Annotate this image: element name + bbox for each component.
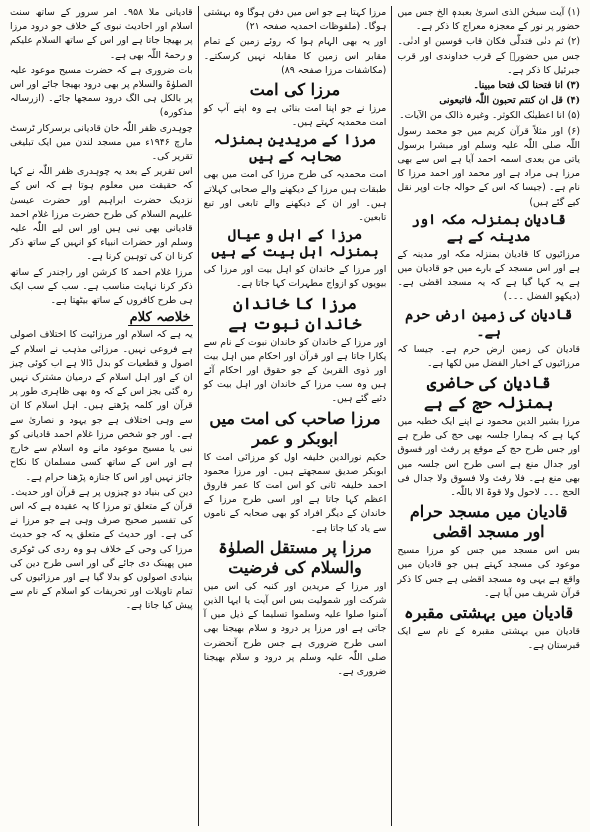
section-heading: خلاصہ کلام	[129, 310, 191, 326]
paragraph: مرزا نے جو اپنا امت بنائی ہے وہ اپنے آپ کو امت محمدیہ کہتے ہیں۔	[203, 103, 387, 129]
column-right	[392, 6, 585, 826]
section-heading: قادیان بمنزلہ مکہ اور مدینہ کے ہے	[411, 211, 566, 245]
quran-verse: (۴) قل ان کنتم تحبون اللّٰہ فاتبعونی	[439, 95, 580, 107]
paragraph: امت محمدیہ کی طرح مرزا کی امت میں بھی طبقات ہیں مرزا کے دیکھنے والے صحابی کہلاتے ہیں۔ اور ان کے دیکھنے والے تابعی اور تبع تابعین۔	[203, 169, 387, 224]
paragraph: قادیان کی زمین ارض حرم ہے۔ جیسا کہ مرزائیوں کے اخبار الفضل میں لکھا ہے۔	[397, 343, 580, 369]
paragraph: مرزا غلام احمد کا کرشن اور راجندر کے ساتھ ذکر کرنا نہایت مناسب ہے۔ سب کے سب ایک ہی طرح کافروں کے ساتھ بیٹھتا ہے۔	[9, 266, 193, 307]
paragraph: اس تقریر کے بعد یہ چوہدری ظفر اللّٰہ نے کہا کہ حقیقت میں معلوم ہوتا ہے کہ اس کے نزدیک حضرت ابراہیم اور حضرت عیسیٰ علیہم السلام کی طرح حضرت مرزا غلام احمد قادیانی بھی نبی ہیں اور اس لیے اللّٰہ علیہ وسلم اور حضرات انبیاء کو انہیں کے ساتھ ذکر کرنا ان کی توہین کرنا ہے۔	[9, 166, 193, 263]
quran-verse: (۳) انا فتحنا لک فتحا مبینا۔	[473, 80, 580, 92]
paragraph: قادیانی ملا ۹۵۸۔ امر سرور کے ساتھ سنت اسلام اور احادیث نبوی کے خلاف جو درود مرزا پر بھیجا جاتا ہے اور اس کے ساتھ السلام علیکم و رحمۃ اللّٰہ بھی ہے۔	[9, 7, 193, 61]
section-heading: مرزا صاحب کی امت میں ابوبکر و عمر	[209, 408, 381, 448]
paragraph: (۱) آیت سبحٰن الذی اسریٰ بعبدہٖ الخ جس میں حضور پر نور کے معجزہ معراج کا ذکر ہے۔	[397, 7, 580, 33]
section-heading: مرزا پر مستقل الصلوٰۃ والسلام کی فرضیت	[218, 537, 372, 577]
paragraph: (۵) انا اعطینٰک الکوثر۔ وغیرہ ذالک من الآیات۔	[399, 110, 580, 122]
paragraph: بس اس مسجد میں جس کو مرزا مسیح موعود کی مسجد کہتے ہیں جو قادیان میں واقع ہے یہی وہ مسجد اقصٰی ہے جس کا ذکر قرآن شریف میں آیا ہے۔	[397, 545, 580, 599]
paragraph: اور یہ بھی الہام ہوا کہ روئے زمین کے تمام مقابر اس زمین کا مقابلہ نہیں کرسکتے۔ (مکاشفات مرزا صفحہ ۸۹)	[203, 36, 387, 76]
paragraph: قادیان میں بہشتی مقبرہ کے نام سے ایک قبرستان ہے۔	[397, 626, 580, 652]
paragraph: مرزائیوں کا قادیان بمنزلہ مکہ اور مدینہ کے ہے اور اس مسجد کے بارے میں جو قادیان میں ہے یہ کہا گیا ہے کہ یہ مسجد اقصٰی ہے۔ (دیکھو الفضل ۔۔۔)	[397, 248, 580, 303]
section-heading: قادیان کی زمین ارض حرم ہے۔	[405, 306, 573, 340]
section-heading: قادیان کی حاضری بمنزلہ حج کے ہے	[424, 373, 554, 413]
section-heading: مرزا کے اہل و عیال بمنزلہ اہل بیت کے ہیں	[211, 227, 379, 261]
paragraph: اور مرزا کے خاندان کو خاندان نبوت کے نام سے پکارا جاتا ہے اور قرآن اور احکام میں اہل بیت اور ذوی القربیٰ کے جو حقوق اور احکام آئے ہیں وہ سب مرزا کے خاندان اور اہل بیت کو دئیے گئے ہیں۔	[203, 336, 387, 405]
column-middle	[199, 6, 393, 826]
section-heading: مرزا کی امت	[249, 80, 341, 100]
paragraph: مرزا کہتا ہے جو اس میں دفن ہوگا وہ بہشتی ہوگا۔ (ملفوظات احمدیہ صفحہ ۲۱)	[203, 7, 387, 33]
section-heading: مرزا کے مریدین بمنزلہ صحابہ کے ہیں	[213, 132, 377, 166]
paragraph: بات ضروری ہے کہ حضرت مسیح موعود علیہ الصلوٰۃ والسلام پر بھی درود بھیجا جائے اور اس پر بالکل ہی الگ درود سمجھا جائے۔ (ازرسالہ مذکورہ)	[9, 64, 193, 119]
section-heading: قادیان میں بہشتی مقبرہ	[404, 603, 574, 623]
section-heading: قادیان میں مسجد حرام اور مسجد اقصٰی	[409, 502, 568, 542]
paragraph: حکیم نورالدین خلیفہ اول کو مرزائی امت کا ابوبکر صدیق سمجھتے ہیں۔ اور مرزا محمود احمد خلیفہ ثانی کو اس امت کا عمر فاروق اعظم کہا جاتا ہے اور اسی طرح مرزا کے خاندان کے دیگر افراد کو بھی صحابہ کے ناموں سے یاد کیا جاتا ہے۔	[203, 451, 387, 534]
paragraph: (۶) اور مثلاً قرآن کریم میں جو محمد رسول اللّٰہ صلی اللّٰہ علیہ وسلم اور مبشرا برسول یاتی من بعدی اسمہ احمد آیا ہے اس سے بھی مرزا ہی مراد ہے اور محمد اور احمد مرزا کا نام ہے۔ (جیسا کہ اس کے حوالہ جات اوپر نقل کیے گئے ہیں)	[397, 125, 580, 208]
paragraph: مرزا بشیر الدین محمود نے اپنے ایک خطبہ میں کہا ہے کہ ہمارا جلسہ بھی حج کی طرح ہے اور جس طرح حج کے موقع پر رفث اور فسوق اور جدال منع ہے اسی طرح اس جلسہ میں بھی منع ہے۔ فلا رفث ولا فسوق ولا جدال فی الحج ۔۔۔ لاحول ولا قوۃ الا باللّٰہ۔	[397, 416, 580, 499]
column-left	[5, 6, 199, 826]
paragraph: دین کی بنیاد دو چیزوں پر ہے قرآن اور حدیث۔ قرآن کے متعلق تو مرزا کا یہ عقیدہ ہے کہ اس کی تفسیر صحیح صرف وہی ہے جو مرزا نے کی ہے۔ اور حدیث کے متعلق یہ کہ جو حدیث مرزا کی وحی کے خلاف ہو وہ ردی کی ٹوکری میں پھینک دی جائے گی اور اسی طرح دین کی بنیادی اصولوں کو بدلا گیا ہے اور مرزائیوں کی تمام تاویلات اور تحریفات کو اسلام کے نام سے پیش کیا جاتا ہے۔	[9, 486, 193, 612]
paragraph: اور مرزا کے مریدین اور کنبہ کی اس میں شرکت اور شمولیت بس اس آیت یا ایہا الذین آمنوا صلوا علیہ وسلموا تسلیما کے ذیل میں آ جاتی ہے اور مرزا پر درود و سلام بھیجنا بھی اسی طرح ضروری ہے جس طرح آنحضرت صلی اللّٰہ علیہ وسلم پر درود و سلام بھیجنا ضروری ہے۔	[203, 580, 387, 678]
section-heading: مرزا کا خاندان خاندان نبوت ہے	[228, 293, 362, 333]
paragraph: (۲) ثم دنٰی فتدلّٰی فکان قاب قوسین او ادنٰی۔ جس میں حضورؐ کے قرب خداوندی اور قرب جبرئیل کا ذکر ہے۔	[397, 36, 580, 76]
paragraph: اور مرزا کے خاندان کو اہل بیت اور مرزا کی بیویوں کو ازواج مطہرات کہا جاتا ہے۔	[203, 264, 387, 290]
paragraph: چوہدری ظفر اللّٰہ خان قادیانی برسرکار ٹرسٹ مارچ ۱۹۴۶ء میں مسجد لندن میں ایک تبلیغی تقریر کی۔	[9, 122, 193, 163]
paragraph: یہ ہے کہ اسلام اور مرزائیت کا اختلاف اصولی ہے فروعی نہیں۔ مرزائی مذہب نے اسلام کے اصول و قطعیات کو بدل ڈالا ہے اب کوئی چیز ان کے اور اہل اسلام کے درمیان مشترک نہیں رہ گئی بجز اس کے کہ وہ بھی ظاہری طور پر قرآن اور کلمہ پڑھتے ہیں۔ اہل اسلام کا ان سے وہی اختلاف ہے جو یہود و نصاریٰ سے ہے۔ اور جو شخص مرزا غلام احمد قادیانی کو نبی یا مسیح موعود مانے وہ اسلام سے خارج ہے اور اس کے ساتھ کسی مسلمان کا نکاح جائز نہیں اور اس کا جنازہ پڑھنا حرام ہے۔	[9, 329, 193, 483]
